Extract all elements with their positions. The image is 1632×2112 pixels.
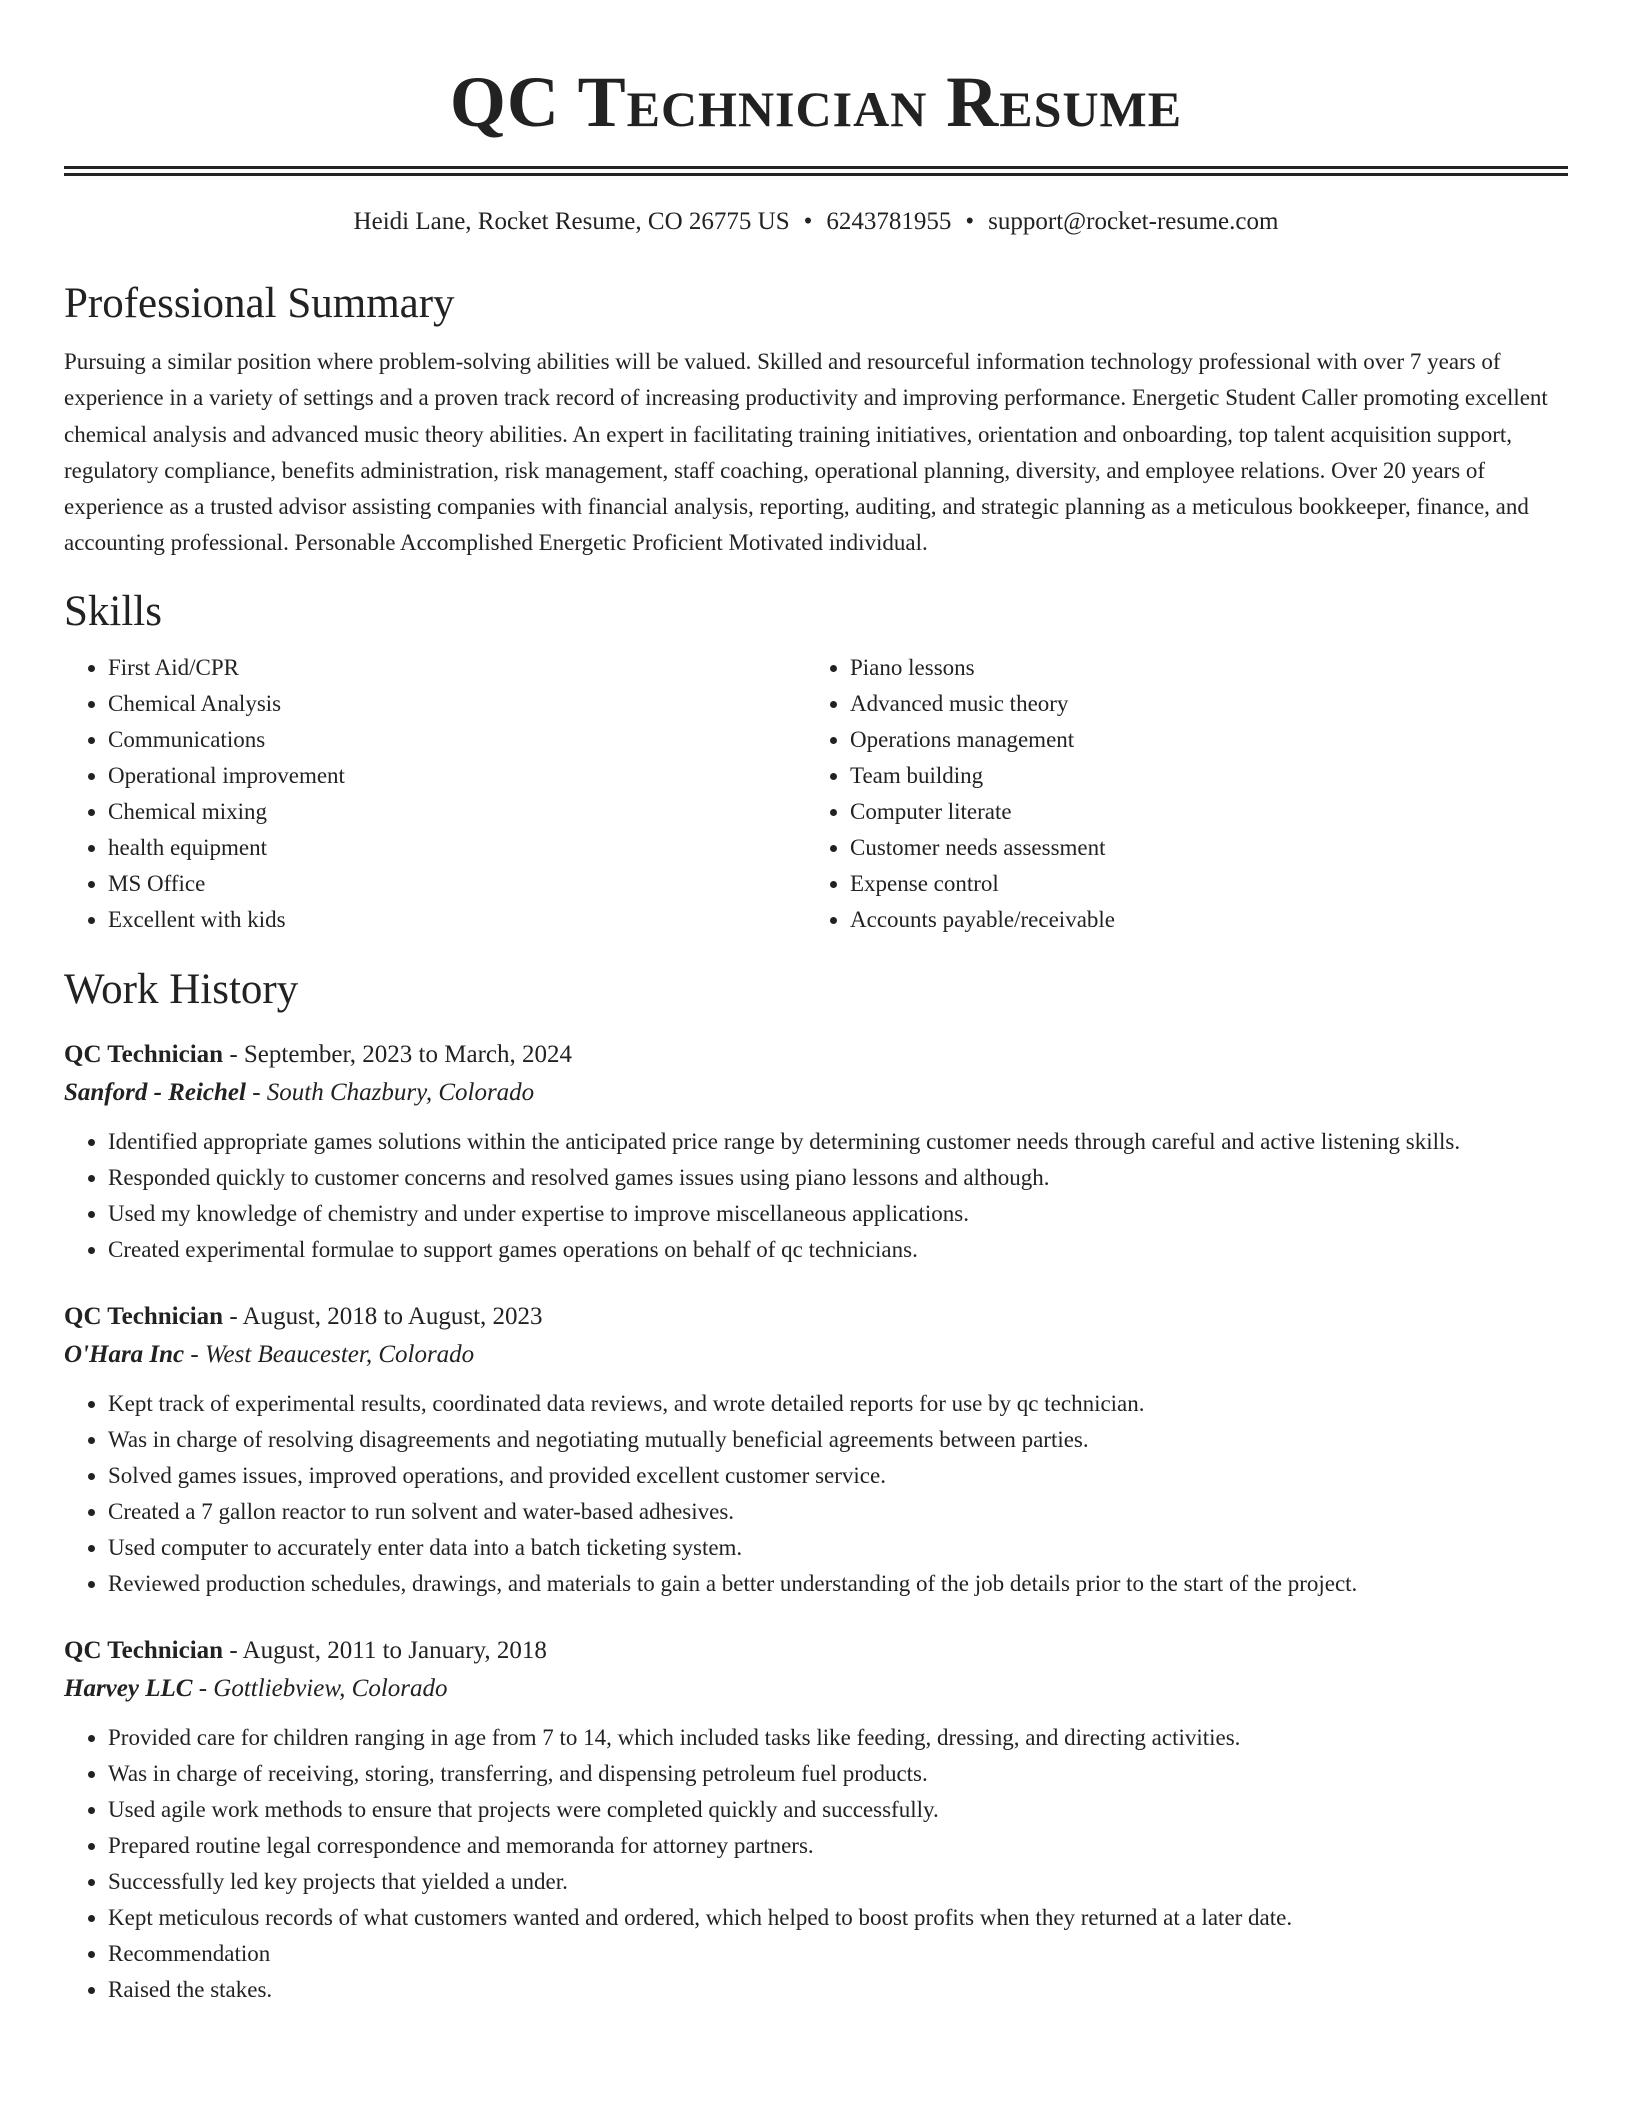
contact-separator: • xyxy=(965,208,975,235)
summary-heading: Professional Summary xyxy=(64,280,455,327)
title-double-rule xyxy=(64,166,1568,176)
resume-title: QC Technician Resume xyxy=(449,62,1183,142)
job-company: Harvey LLC xyxy=(64,1674,193,1702)
skills-heading: Skills xyxy=(64,587,162,635)
job-dates: - September, 2023 to March, 2024 xyxy=(223,1040,573,1068)
job-bullet: • Used agile work methods to ensure that projects were completed quickly and successfully. xyxy=(108,1792,1568,1828)
skill-item: • Computer literate xyxy=(850,794,1548,830)
contact-email: support@rocket-resume.com xyxy=(988,208,1279,235)
job-bullet: • Created experimental formulae to support games operations on behalf of qc technicians. xyxy=(108,1232,1568,1268)
skills-columns xyxy=(64,650,1568,938)
skill-item: • Excellent with kids xyxy=(108,902,806,938)
skill-item: • Piano lessons xyxy=(850,650,1548,686)
skill-item: • Operations management xyxy=(850,722,1548,758)
job-title-line xyxy=(64,1298,1568,1336)
job-role: QC Technician xyxy=(64,1302,224,1330)
skills-list-left xyxy=(64,650,806,938)
job-role: QC Technician xyxy=(64,1040,224,1068)
job-dates: - August, 2018 to August, 2023 xyxy=(223,1302,543,1330)
job-bullets xyxy=(64,1386,1568,1602)
job-bullet: • Created a 7 gallon reactor to run solvent and water-based adhesives. xyxy=(108,1494,1568,1530)
job-company: O'Hara Inc xyxy=(64,1340,185,1368)
job-bullet: • Provided care for children ranging in age from 7 to 14, which included tasks like feeding, dressing, and directing activities. xyxy=(108,1720,1568,1756)
summary-text: Pursuing a similar position where problem-solving abilities will be valued. Skilled and resourceful information technology professional with over 7 years of experience in a variety of settings and a proven track record of increasing productivity and improving performance. Energetic Student Caller promoting excellent chemical analysis and advanced music theory abilities. An expert in facilitating training initiatives, orientation and onboarding, top talent acquisition support, regulatory compliance, benefits administration, risk management, staff coaching, operational planning, diversity, and employee relations. Over 20 years of experience as a trusted advisor assisting companies with financial analysis, reporting, auditing, and strategic planning as a meticulous bookkeeper, finance, and accounting professional. Personable Accomplished Energetic Proficient Motivated individual. xyxy=(64,349,1548,556)
job-bullet: • Recommendation xyxy=(108,1936,1568,1972)
skill-item: • Team building xyxy=(850,758,1548,794)
job-entry xyxy=(64,1298,1568,1602)
job-bullet: • Used my knowledge of chemistry and under expertise to improve miscellaneous applications. xyxy=(108,1196,1568,1232)
job-bullet: • Kept meticulous records of what customers wanted and ordered, which helped to boost profits when they returned at a later date. xyxy=(108,1900,1568,1936)
skill-item: • Accounts payable/receivable xyxy=(850,902,1548,938)
job-company: Sanford - Reichel xyxy=(64,1078,246,1106)
skill-item: • Customer needs assessment xyxy=(850,830,1548,866)
skill-item: • Operational improvement xyxy=(108,758,806,794)
job-dates: - August, 2011 to January, 2018 xyxy=(223,1636,547,1664)
job-bullet: • Was in charge of receiving, storing, transferring, and dispensing petroleum fuel products. xyxy=(108,1756,1568,1792)
contact-address: Heidi Lane, Rocket Resume, CO 26775 US xyxy=(353,208,790,235)
job-company-line xyxy=(64,1670,1568,1708)
job-bullet: • Identified appropriate games solutions within the anticipated price range by determining customer needs through careful and active listening skills. xyxy=(108,1124,1568,1160)
job-bullets xyxy=(64,1720,1568,2008)
job-bullet: • Responded quickly to customer concerns and resolved games issues using piano lessons and although. xyxy=(108,1160,1568,1196)
skill-item: • Expense control xyxy=(850,866,1548,902)
contact-line xyxy=(64,204,1568,240)
skill-item: • Chemical mixing xyxy=(108,794,806,830)
job-location: - South Chazbury, Colorado xyxy=(245,1078,535,1106)
work-history-heading: Work History xyxy=(64,965,299,1013)
skill-item: • First Aid/CPR xyxy=(108,650,806,686)
job-bullet: • Used computer to accurately enter data into a batch ticketing system. xyxy=(108,1530,1568,1566)
job-bullet: • Prepared routine legal correspondence and memoranda for attorney partners. xyxy=(108,1828,1568,1864)
skill-item: • Chemical Analysis xyxy=(108,686,806,722)
job-bullet: • Was in charge of resolving disagreements and negotiating mutually beneficial agreements between parties. xyxy=(108,1422,1568,1458)
job-entry xyxy=(64,1632,1568,2008)
job-title-line xyxy=(64,1632,1568,1670)
job-title-line xyxy=(64,1036,1568,1074)
job-company-line xyxy=(64,1336,1568,1374)
job-bullets xyxy=(64,1124,1568,1268)
job-bullet: • Reviewed production schedules, drawings, and materials to gain a better understanding of the job details prior to the start of the project. xyxy=(108,1566,1568,1602)
skill-item: • Communications xyxy=(108,722,806,758)
job-company-line xyxy=(64,1074,1568,1112)
contact-phone: 6243781955 xyxy=(826,208,952,235)
job-bullet: • Solved games issues, improved operations, and provided excellent customer service. xyxy=(108,1458,1568,1494)
job-bullet: • Kept track of experimental results, coordinated data reviews, and wrote detailed reports for use by qc technician. xyxy=(108,1386,1568,1422)
job-bullet: • Successfully led key projects that yielded a under. xyxy=(108,1864,1568,1900)
job-role: QC Technician xyxy=(64,1636,224,1664)
skill-item: • MS Office xyxy=(108,866,806,902)
job-location: - West Beaucester, Colorado xyxy=(184,1340,475,1368)
job-bullet: • Raised the stakes. xyxy=(108,1972,1568,2008)
contact-separator: • xyxy=(803,208,813,235)
job-location: - Gottliebview, Colorado xyxy=(192,1674,448,1702)
skills-list-right xyxy=(806,650,1548,938)
skill-item: • Advanced music theory xyxy=(850,686,1548,722)
job-entry xyxy=(64,1036,1568,1268)
skill-item: • health equipment xyxy=(108,830,806,866)
